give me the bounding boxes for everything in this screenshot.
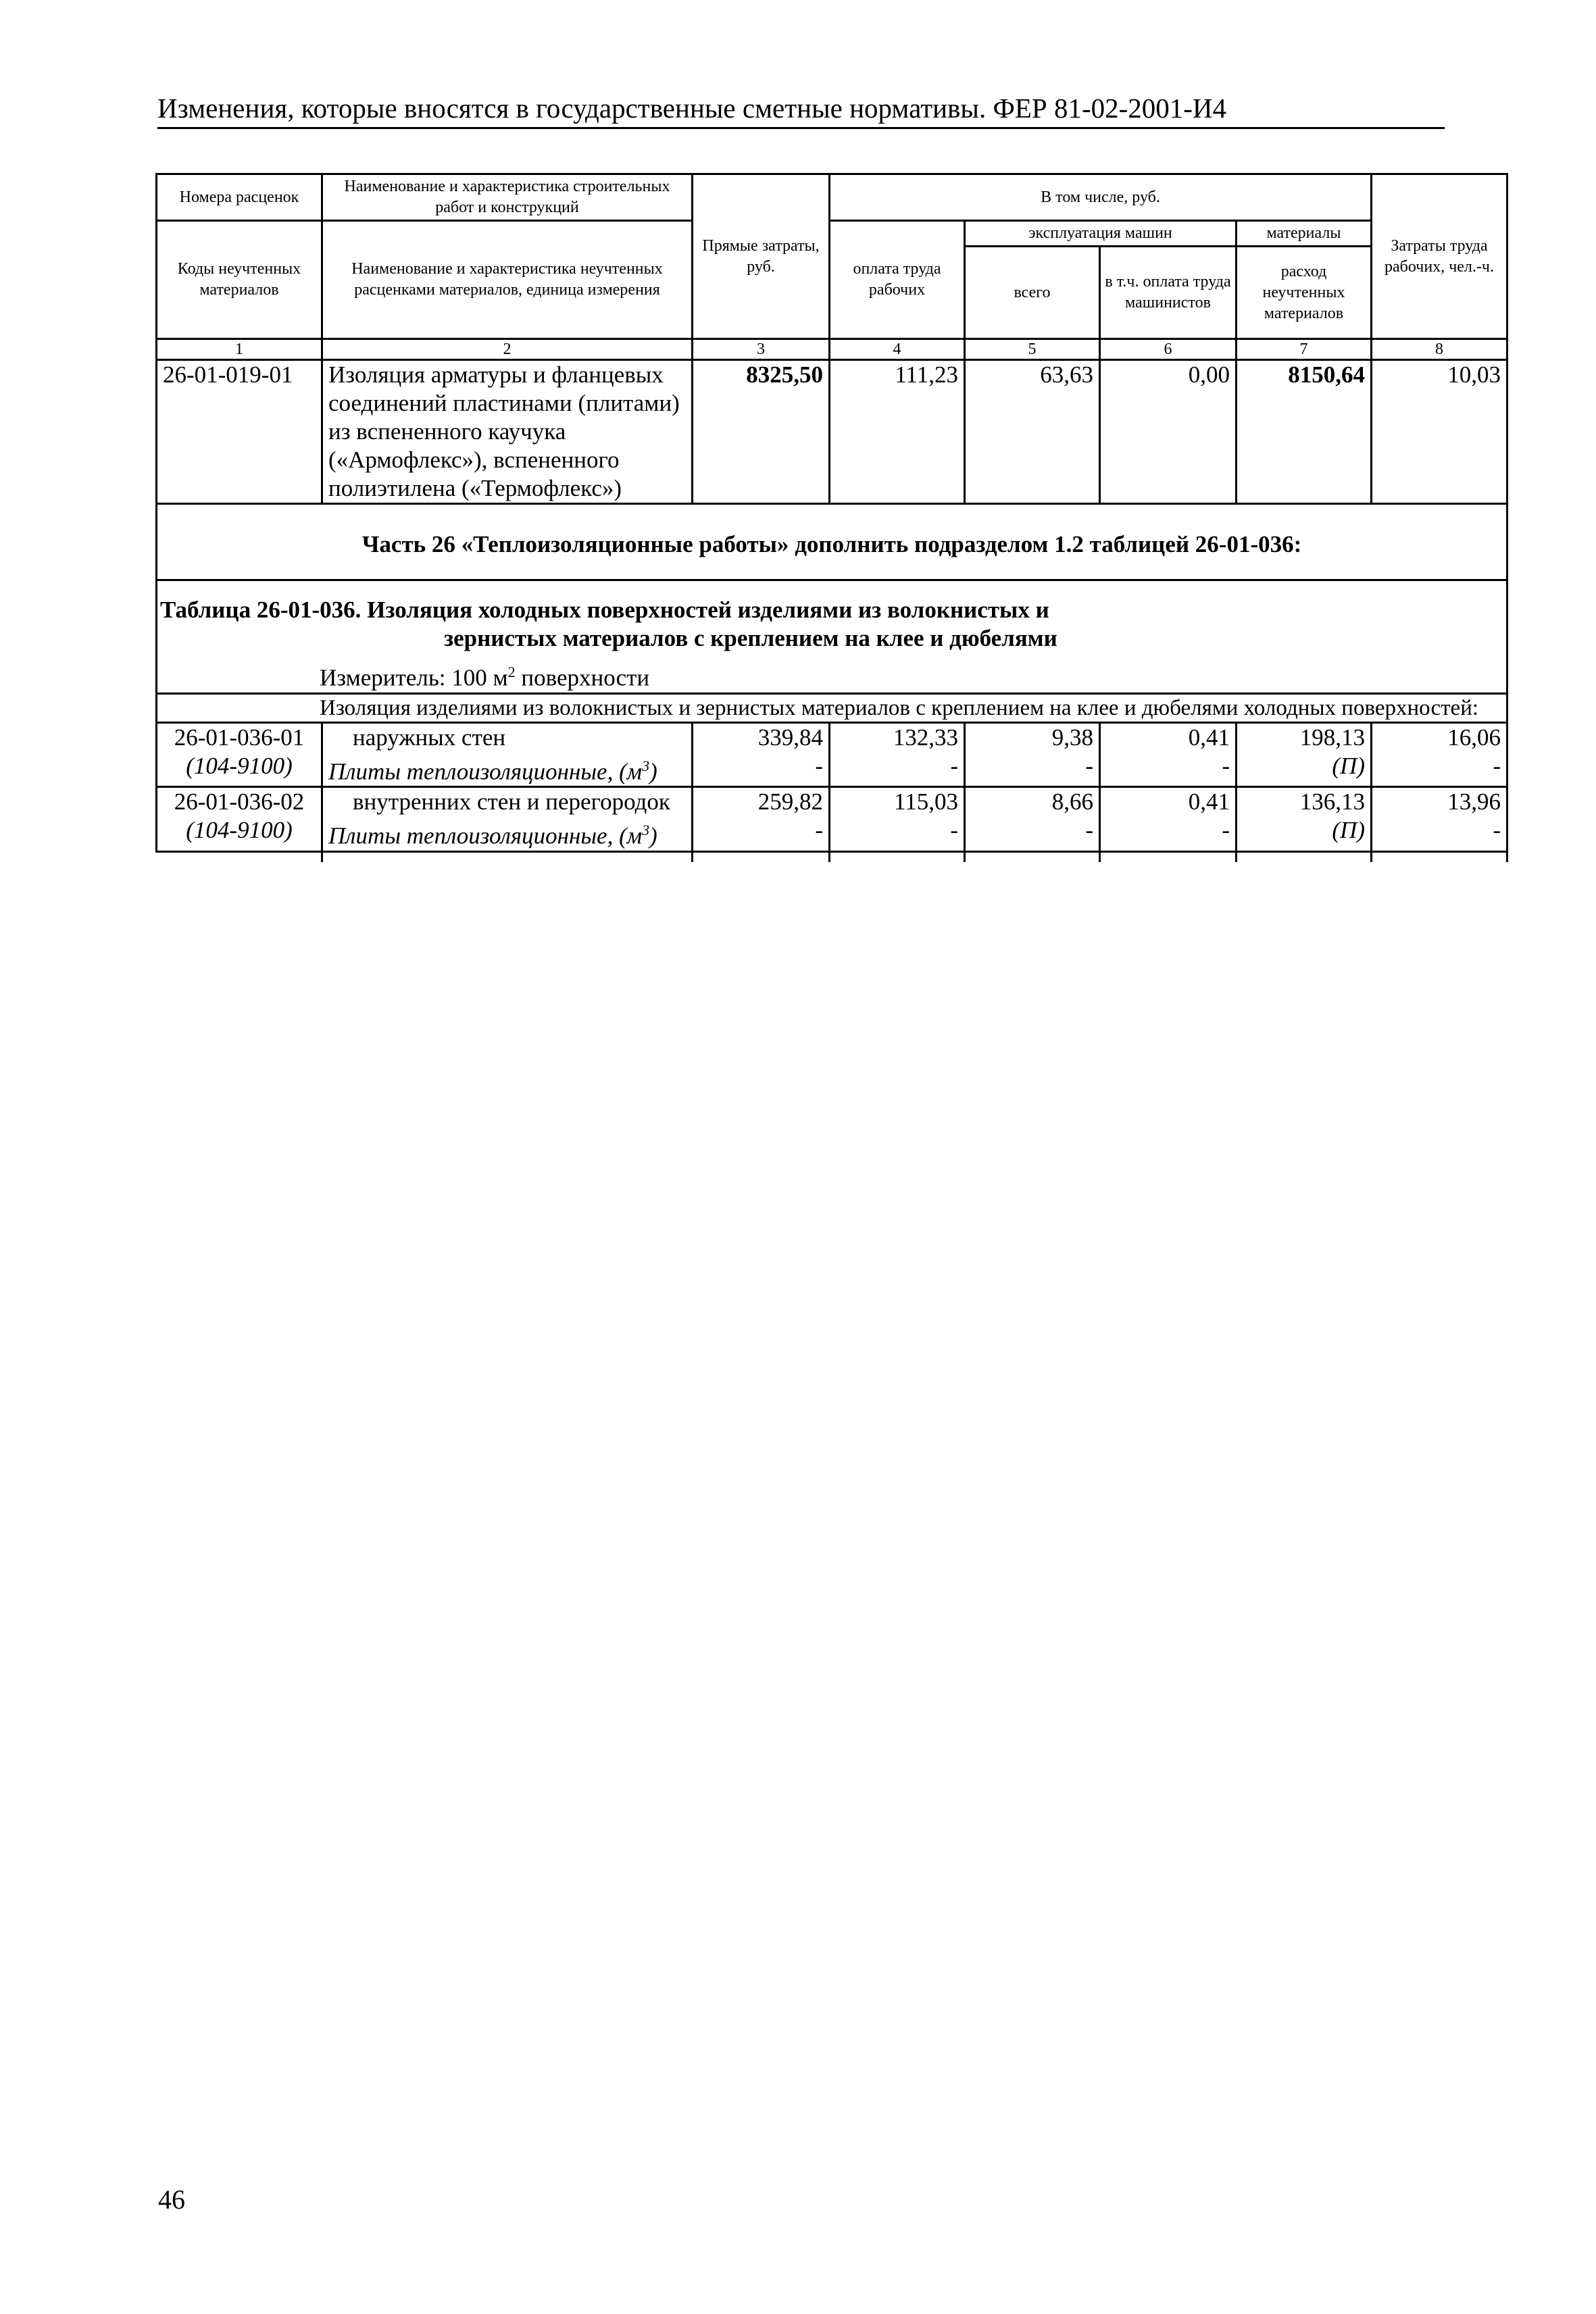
row-labor-hours: 13,96 [1372, 787, 1507, 817]
table-row [157, 816, 1507, 851]
row-labor-hours: 10,03 [1372, 360, 1507, 504]
measure-sup: 2 [507, 663, 516, 680]
material-direct-costs: - [693, 752, 830, 787]
material-labor-hours: - [1372, 816, 1507, 851]
row-direct-costs: 8325,50 [693, 360, 830, 504]
col-number-7: 7 [1237, 339, 1372, 360]
table-row [157, 787, 1507, 817]
material-name [322, 752, 693, 787]
header-col1-top: Номера расценок [157, 174, 322, 221]
header-col2-bottom: Наименование и характеристика неучтенных расценками материалов, единица измерения [322, 221, 693, 339]
col-number-4: 4 [830, 339, 965, 360]
material-materials: (П) [1237, 816, 1372, 851]
material-machines-total: - [965, 816, 1100, 851]
col-number-5: 5 [965, 339, 1100, 360]
header-labor-pay: оплата труда рабочих [830, 221, 965, 339]
row-name: внутренних стен и перегородок [322, 787, 693, 817]
row-materials: 198,13 [1237, 722, 1372, 752]
header-col2-top: Наименование и характеристика строительных работ и конструкций [322, 174, 693, 221]
header-machines-group: эксплуатация машин [965, 221, 1237, 247]
material-labor-hours: - [1372, 752, 1507, 787]
measure-suffix: поверхности [515, 664, 650, 691]
header-machinist-pay: в т.ч. оплата труда машинистов [1100, 247, 1237, 339]
material-name [322, 816, 693, 851]
header-col1-bottom: Коды неучтенных материалов [157, 221, 322, 339]
row-name: Изоляция арматуры и фланцевых соединений пластинами (плитами) из вспененного каучука («Армофлекс»), вспененного полиэтилена («Термофлекс») [322, 360, 693, 504]
row-code: 26-01-036-01 [157, 722, 322, 752]
row-machines-total: 9,38 [965, 722, 1100, 752]
material-unit-sup: 3 [642, 757, 650, 774]
table-title-line2: зернистых материалов с креплением на клее и дюбелями [444, 625, 1057, 651]
material-direct-costs: - [693, 816, 830, 851]
material-name-text: Плиты теплоизоляционные, (м [328, 822, 643, 849]
header-materials-group: материалы [1237, 221, 1372, 247]
material-code: (104-9100) [157, 816, 322, 851]
header-machines-total: всего [965, 247, 1100, 339]
row-labor-hours: 16,06 [1372, 722, 1507, 752]
material-code: (104-9100) [157, 752, 322, 787]
material-name-tail: ) [649, 822, 657, 849]
estimate-table [155, 173, 1508, 862]
page-header: Изменения, которые вносятся в государственные сметные нормативы. ФЕР 81-02-2001-И4 [157, 89, 1445, 129]
material-machinist-pay: - [1100, 816, 1237, 851]
row-labor-pay: 132,33 [830, 722, 965, 752]
material-labor-pay: - [830, 816, 965, 851]
page-number: 46 [158, 2184, 185, 2215]
row-machines-total: 8,66 [965, 787, 1100, 817]
header-direct-costs: Прямые затраты, руб. [693, 174, 830, 339]
material-name-tail: ) [649, 758, 657, 785]
table-row [157, 360, 1507, 504]
row-labor-pay: 115,03 [830, 787, 965, 817]
col-number-1: 1 [157, 339, 322, 360]
row-name: наружных стен [322, 722, 693, 752]
material-machinist-pay: - [1100, 752, 1237, 787]
col-number-8: 8 [1372, 339, 1507, 360]
table-tail [157, 851, 322, 862]
table-row [157, 752, 1507, 787]
material-name-text: Плиты теплоизоляционные, (м [328, 758, 643, 785]
row-machinist-pay: 0,41 [1100, 787, 1237, 817]
col-number-3: 3 [693, 339, 830, 360]
material-materials: (П) [1237, 752, 1372, 787]
row-direct-costs: 339,84 [693, 722, 830, 752]
col-number-6: 6 [1100, 339, 1237, 360]
row-materials: 136,13 [1237, 787, 1372, 817]
row-code: 26-01-019-01 [157, 360, 322, 504]
row-materials: 8150,64 [1237, 360, 1372, 504]
row-machines-total: 63,63 [965, 360, 1100, 504]
col-number-2: 2 [322, 339, 693, 360]
row-direct-costs: 259,82 [693, 787, 830, 817]
row-machinist-pay: 0,00 [1100, 360, 1237, 504]
row-machinist-pay: 0,41 [1100, 722, 1237, 752]
row-labor-pay: 111,23 [830, 360, 965, 504]
header-materials-consumption: расход неучтенных материалов [1237, 247, 1372, 339]
header-labor-hours: Затраты труда рабочих, чел.-ч. [1372, 174, 1507, 339]
measure-prefix: Измеритель: 100 м [320, 664, 508, 691]
section-description: Изоляция изделиями из волокнистых и зернистых материалов с креплением на клее и дюбелями холодных поверхностей: [157, 693, 1507, 722]
table-title [157, 580, 1507, 659]
header-incl-group: В том числе, руб. [830, 174, 1372, 221]
row-code: 26-01-036-02 [157, 787, 322, 817]
part-heading: Часть 26 «Теплоизоляционные работы» дополнить подразделом 1.2 таблицей 26-01-036: [157, 504, 1507, 580]
material-labor-pay: - [830, 752, 965, 787]
material-unit-sup: 3 [642, 822, 650, 839]
measure-line [157, 658, 1507, 693]
material-machines-total: - [965, 752, 1100, 787]
table-title-line1: Таблица 26-01-036. Изоляция холодных поверхностей изделиями из волокнистых и [160, 597, 1049, 623]
table-row [157, 722, 1507, 752]
